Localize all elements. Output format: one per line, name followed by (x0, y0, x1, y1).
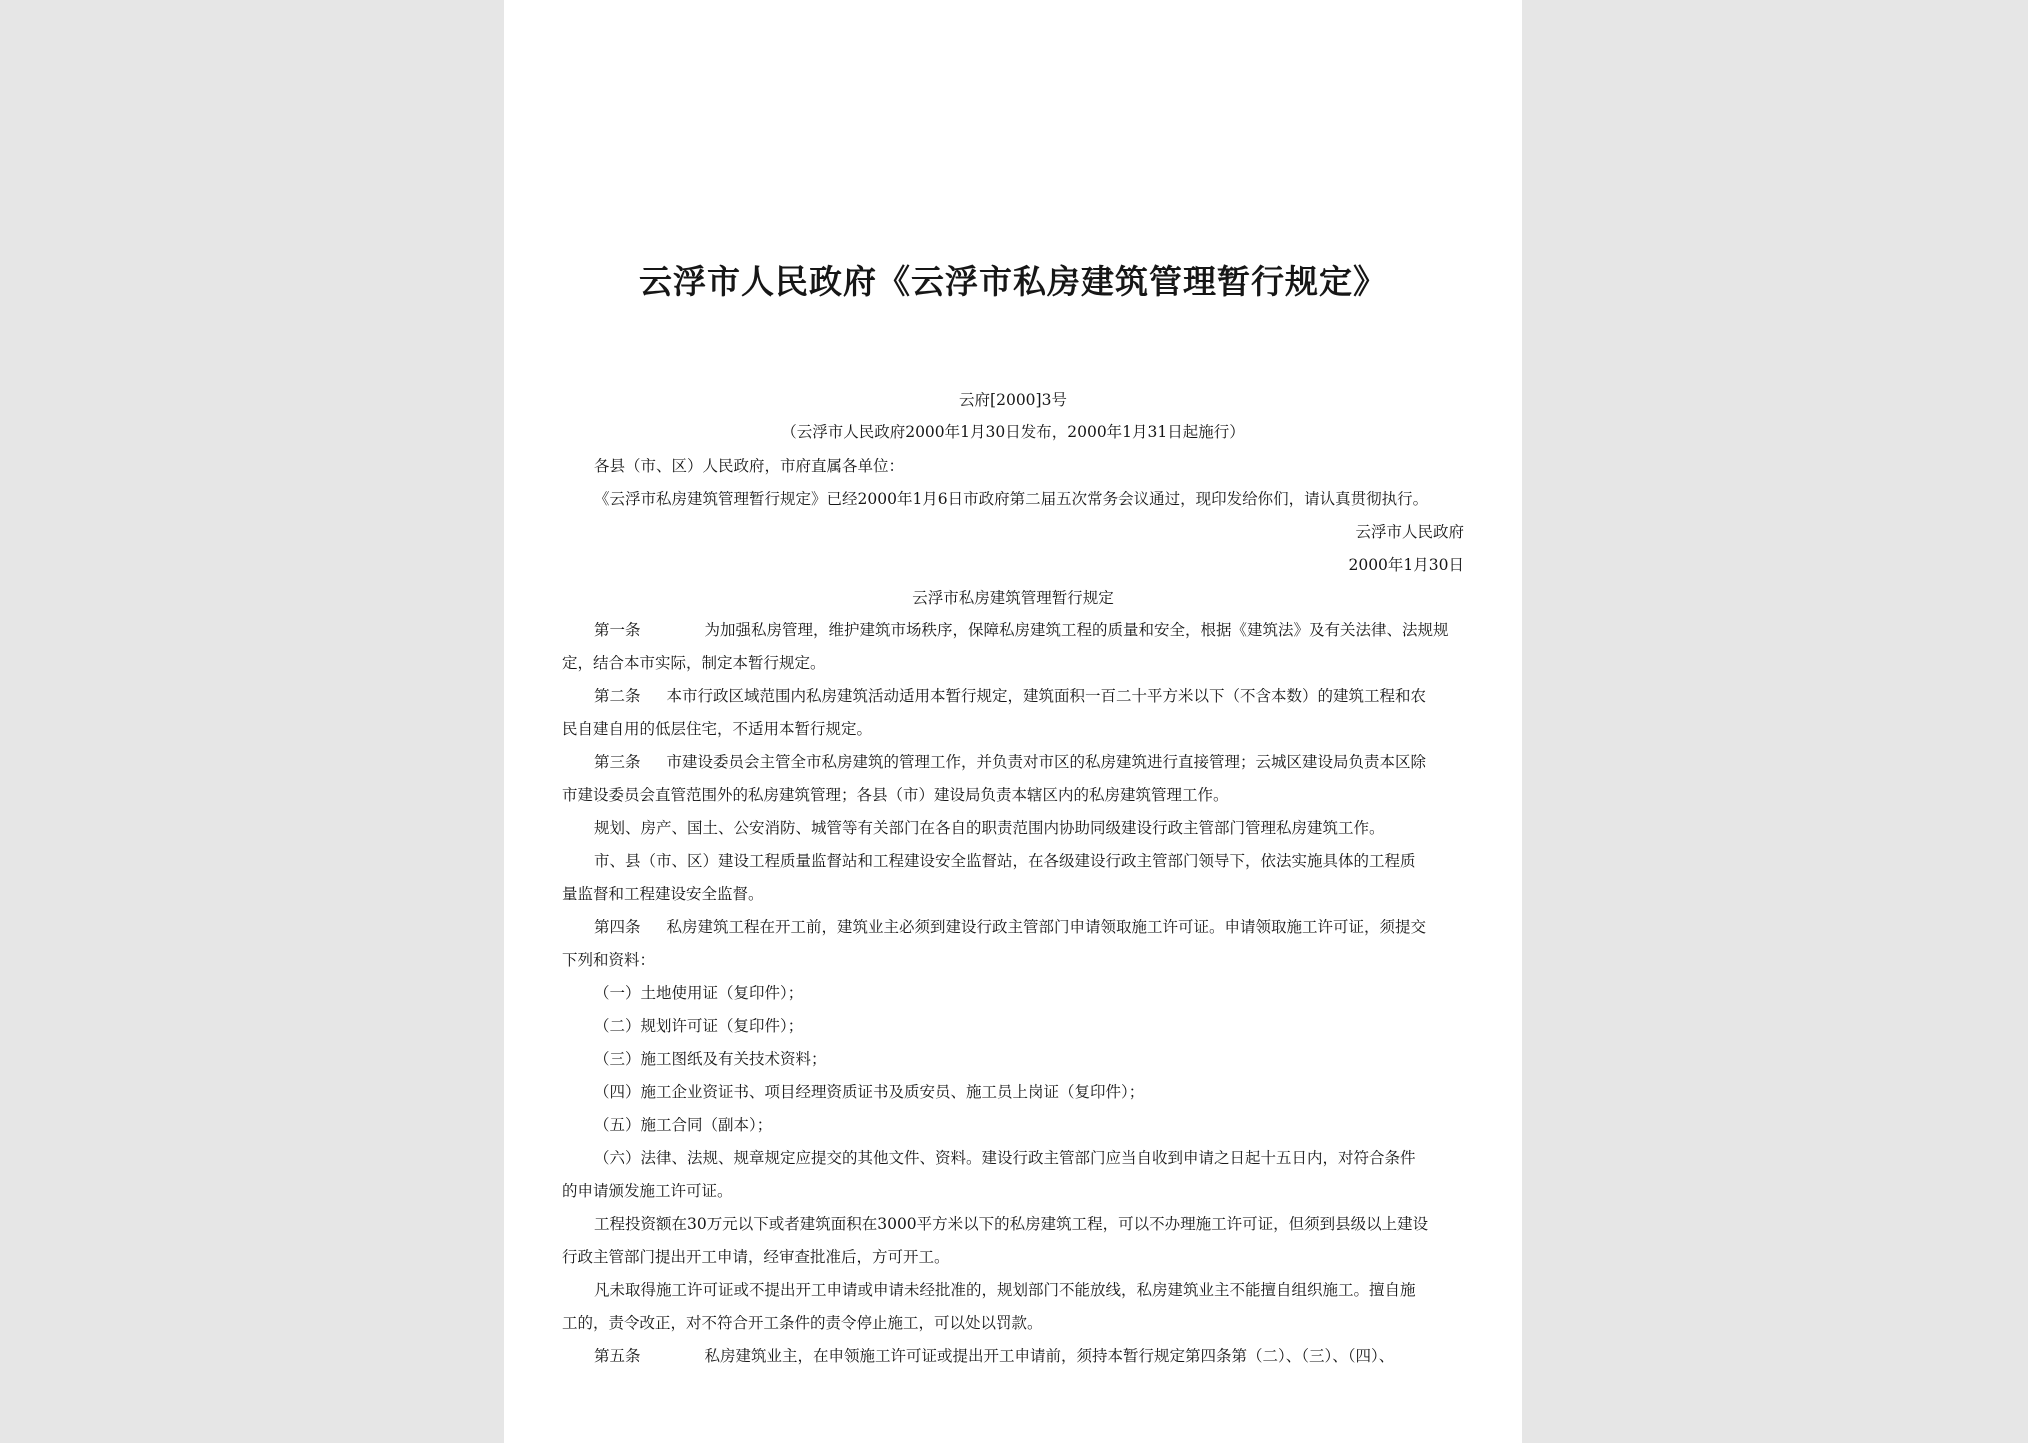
article-4-line-2: 下列和资料： (562, 951, 656, 969)
article-2-text: 本市行政区域范围内私房建筑活动适用本暂行规定，建筑面积一百二十平方米以下（不含本数）的建筑工程和农 (666, 687, 1427, 705)
article-1-line-1 (594, 619, 1449, 641)
article-3-text: 市建设委员会主管全市私房建筑的管理工作，并负责对市区的私房建筑进行直接管理；云城区建设局负责本区除 (666, 753, 1427, 771)
list-item: （二）规划许可证（复印件）； (594, 1017, 804, 1035)
document-title: 云浮市人民政府《云浮市私房建筑管理暂行规定》 (639, 262, 1387, 301)
list-item: （六）法律、法规、规章规定应提交的其他文件、资料。建设行政主管部门应当自收到申请之日起十五日内，对符合条件 (594, 1149, 1416, 1167)
article-3-line-1 (594, 751, 1426, 773)
rules-title: 云浮市私房建筑管理暂行规定 (912, 589, 1114, 607)
paragraph-investment-line-1: 工程投资额在30万元以下或者建筑面积在3000平方米以下的私房建筑工程，可以不办理施工许可证，但须到县级以上建设 (594, 1215, 1429, 1233)
addressee: 各县（市、区）人民政府，市府直属各单位： (594, 457, 905, 475)
article-1-label: 第一条 (594, 621, 641, 639)
article-1-line-2: 定，结合本市实际，制定本暂行规定。 (562, 654, 826, 672)
document-page (504, 0, 1522, 1443)
paragraph-departments: 规划、房产、国土、公安消防、城管等有关部门在各自的职责范围内协助同级建设行政主管部门管理私房建筑工作。 (594, 819, 1385, 837)
list-item: （三）施工图纸及有关技术资料； (594, 1050, 827, 1068)
doc-number: 云府[2000]3号 (959, 391, 1067, 409)
article-4-label: 第四条 (594, 918, 641, 936)
list-item: （一）土地使用证（复印件）； (594, 984, 804, 1002)
issued-note: （云浮市人民政府2000年1月30日发布，2000年1月31日起施行） (781, 423, 1245, 441)
paragraph-penalty-line-1: 凡未取得施工许可证或不提出开工申请或申请未经批准的，规划部门不能放线，私房建筑业主不能擅自组织施工。擅自施 (594, 1281, 1416, 1299)
signature-date: 2000年1月30日 (1348, 556, 1464, 574)
article-5-label: 第五条 (594, 1347, 641, 1365)
list-item: （四）施工企业资证书、项目经理资质证书及质安员、施工员上岗证（复印件）； (594, 1083, 1145, 1101)
notice-text: 《云浮市私房建筑管理暂行规定》已经2000年1月6日市政府第二届五次常务会议通过，现印发给你们，请认真贯彻执行。 (594, 490, 1429, 508)
paragraph-supervision-line-1: 市、县（市、区）建设工程质量监督站和工程建设安全监督站，在各级建设行政主管部门领导下，依法实施具体的工程质 (594, 852, 1416, 870)
article-3-label: 第三条 (594, 753, 641, 771)
list-item-continuation: 的申请颁发施工许可证。 (562, 1182, 733, 1200)
signature-org: 云浮市人民政府 (1355, 523, 1464, 541)
paragraph-supervision-line-2: 量监督和工程建设安全监督。 (562, 885, 764, 903)
article-1-text: 为加强私房管理，维护建筑市场秩序，保障私房建筑工程的质量和安全，根据《建筑法》及有关法律、法规规 (704, 621, 1449, 639)
article-2-label: 第二条 (594, 687, 641, 705)
article-5-text: 私房建筑业主，在申领施工许可证或提出开工申请前，须持本暂行规定第四条第（二）、（三）、（四）、 (704, 1347, 1395, 1365)
article-2-line-2: 民自建自用的低层住宅，不适用本暂行规定。 (562, 720, 873, 738)
paragraph-investment-line-2: 行政主管部门提出开工申请，经审查批准后，方可开工。 (562, 1248, 950, 1266)
article-4-line-1 (594, 916, 1426, 938)
article-2-line-1 (594, 685, 1426, 707)
list-item: （五）施工合同（副本）； (594, 1116, 773, 1134)
paragraph-penalty-line-2: 工的，责令改正，对不符合开工条件的责令停止施工，可以处以罚款。 (562, 1314, 1043, 1332)
article-5-line-1 (594, 1345, 1394, 1367)
article-4-text: 私房建筑工程在开工前，建筑业主必须到建设行政主管部门申请领取施工许可证。申请领取施工许可证，须提交 (666, 918, 1427, 936)
article-3-line-2: 市建设委员会直管范围外的私房建筑管理；各县（市）建设局负责本辖区内的私房建筑管理工作。 (562, 786, 1229, 804)
